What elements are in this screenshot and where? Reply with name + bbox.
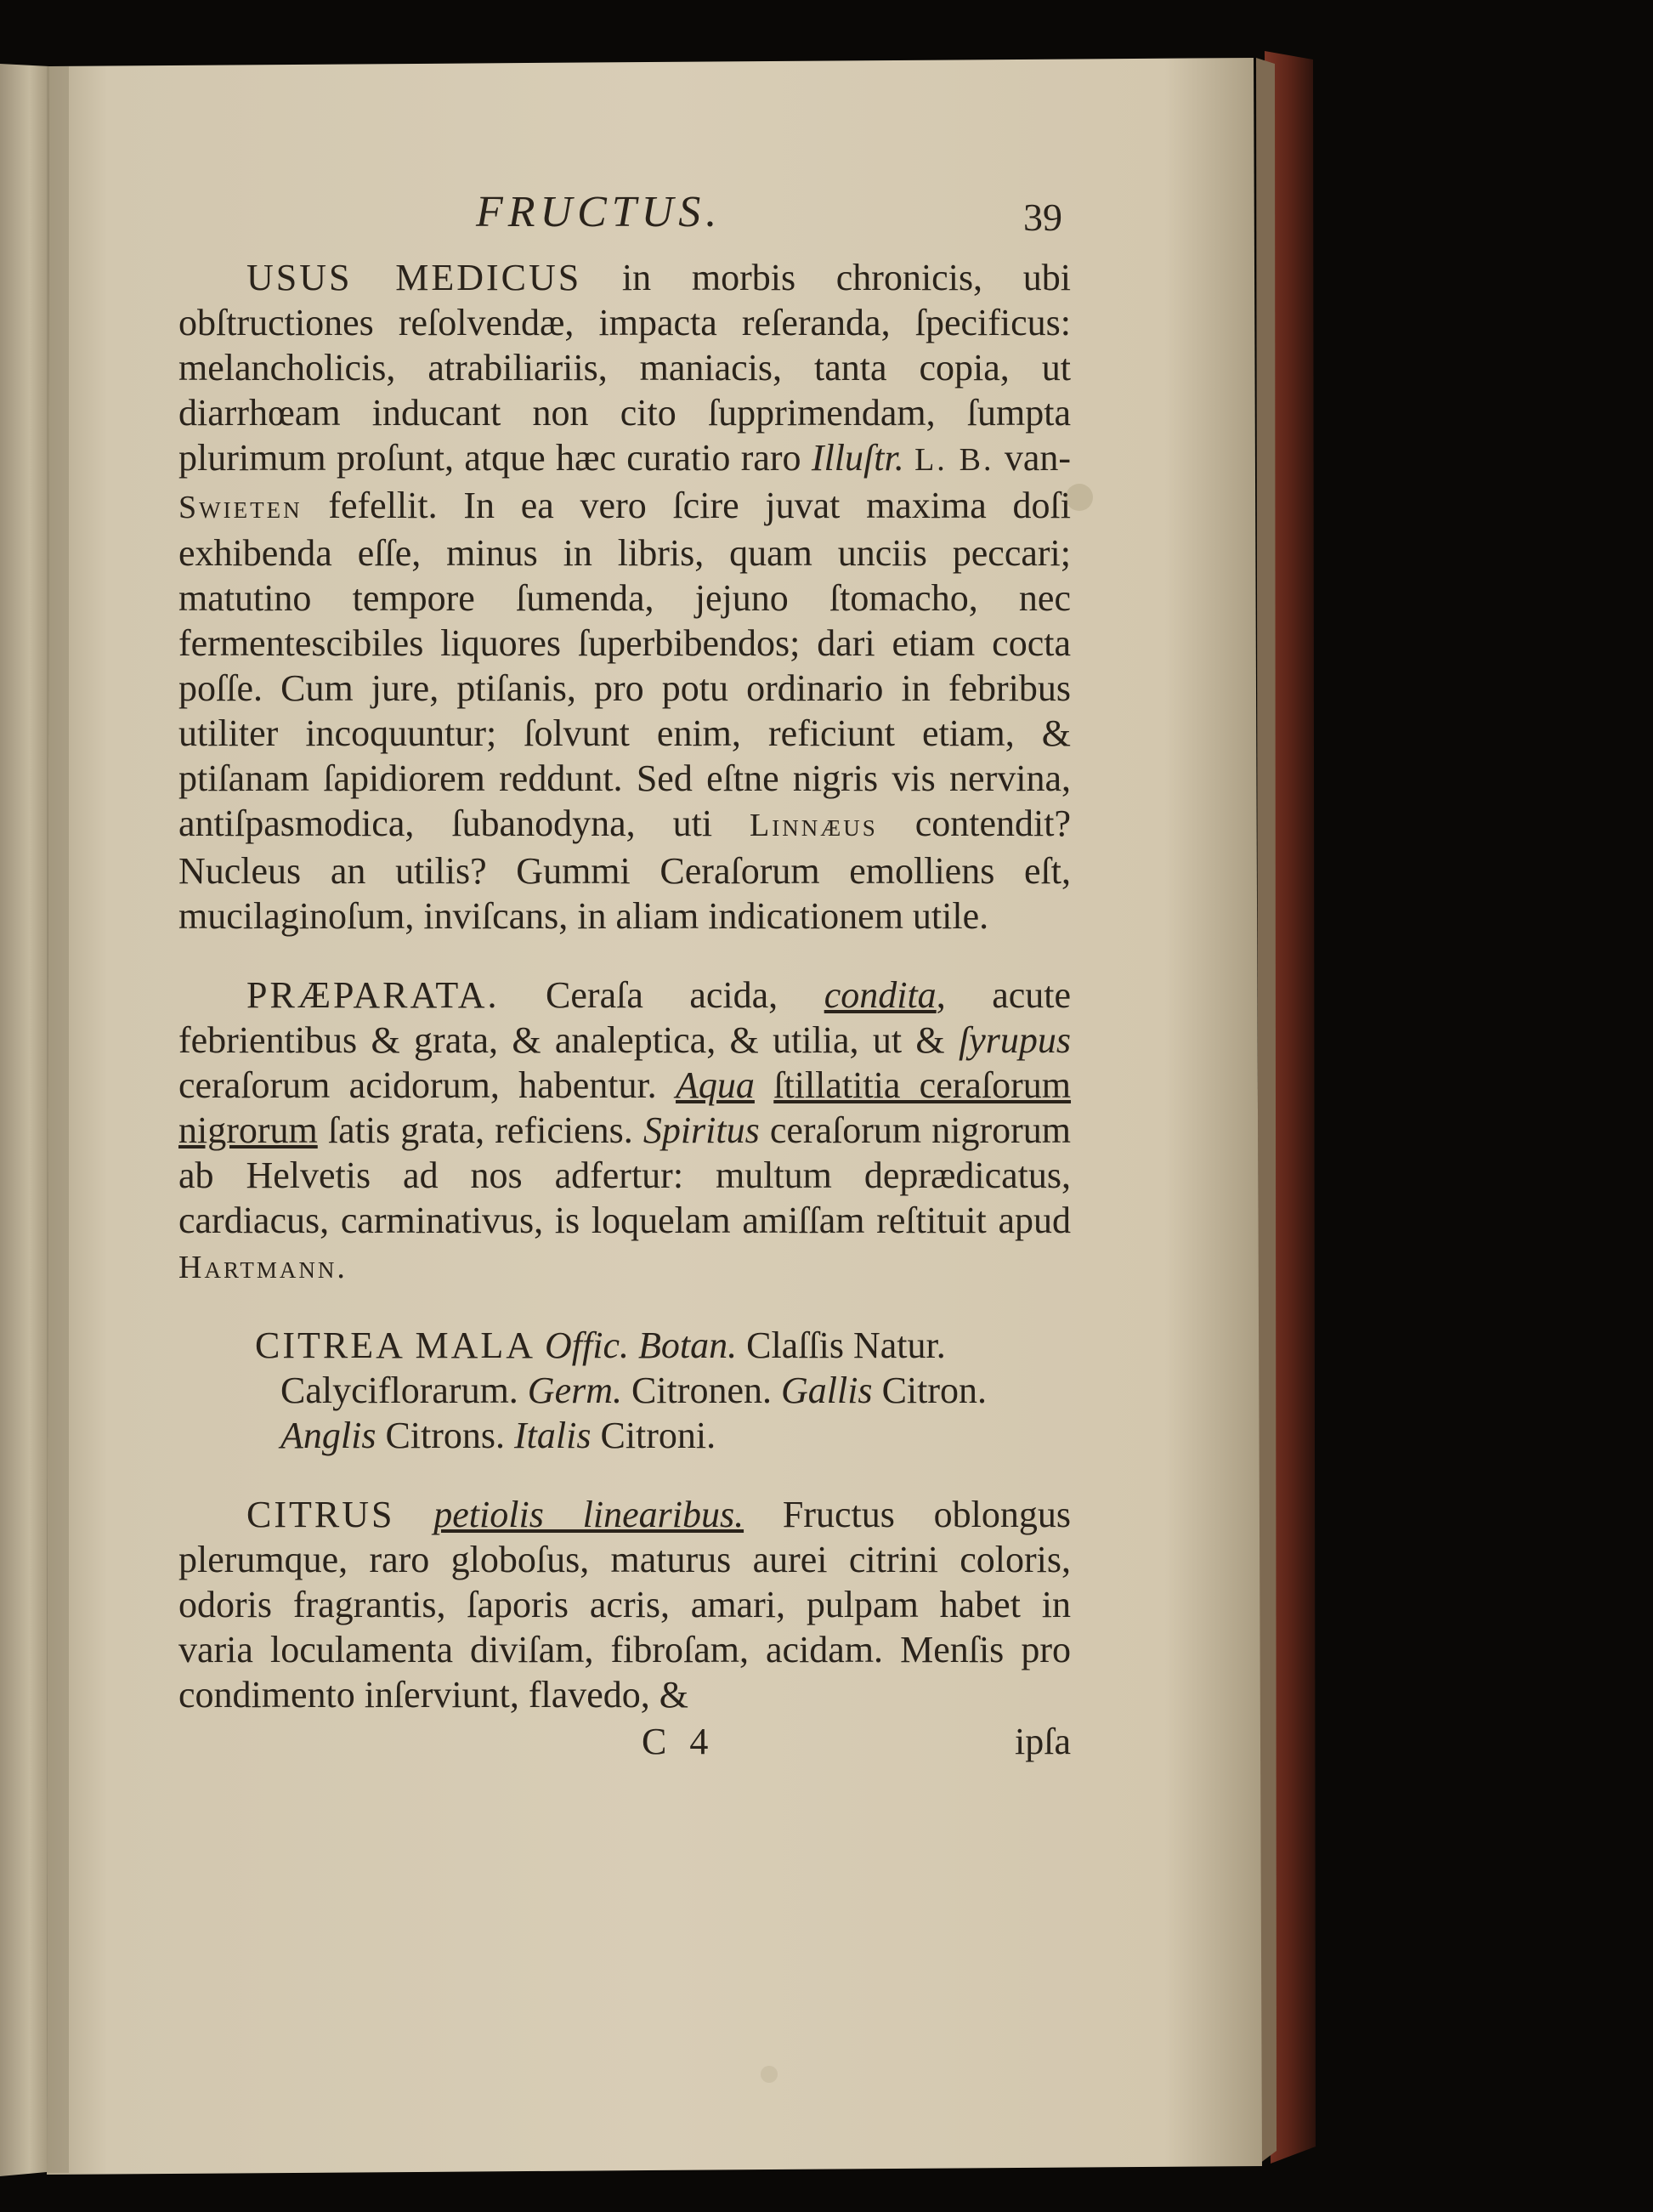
praeparata-text-1: Ceraſa acida, [546,974,778,1016]
page-number: 39 [1023,196,1062,239]
italis-label: Italis [514,1415,592,1456]
citrea-heading: CITREA MALA [255,1324,535,1366]
page-text [178,183,1071,1764]
praeparata-text-4: ſatis grata, reficiens. [327,1109,633,1151]
page-footer [178,1719,1071,1764]
left-page [0,64,49,2176]
citrus-epithet: petiolis linearibus. [433,1494,744,1535]
citrea-text-4: Citrons. [385,1415,506,1456]
aqua-term: Aqua [676,1064,755,1106]
citrus-heading: CITRUS [246,1494,395,1535]
anglis-label: Anglis [280,1415,376,1456]
citrea-text-3: Citron. [881,1370,988,1411]
condita-term: condita [824,974,937,1016]
illustr-abbrev: Illuſtr. [811,437,904,479]
usus-text-1: in morbis chronicis, ubi obſtructiones reſolvendæ, impacta reſeranda, ſpecificus: melancholicis, atrabiliariis, maniacis, tanta copia, ut diarrhœam inducant non cito ſupprimendam, ſumpta plurimum proſunt, atque hæc curatio raro [178,257,1071,479]
foxing-stain [761,2066,778,2083]
usus-medicus-paragraph [178,255,1071,939]
citrus-text: Fructus oblongus plerumque, raro globoſus, maturus aurei citrini coloris, odoris fragrantis, ſaporis acris, amari, pulpam habet in varia loculamenta diviſam, fibroſam, acidam. Menſis pro condimento inſerviunt, flavedo, & [178,1494,1072,1716]
running-title: FRUCTUS. [476,188,722,236]
praeparata-text-3: ceraſorum acidorum, habentur. [178,1064,657,1106]
germ-label: Germ. [527,1370,622,1411]
praeparata-paragraph [178,973,1071,1290]
running-head [178,183,1071,247]
citrea-text-1: Claſſis Natur. Calyciflorarum. [280,1324,946,1411]
spiritus-term: Spiritus [643,1109,760,1151]
usus-text-2: fefellit. In ea vero ſcire juvat maxima doſi exhibenda eſſe, minus in libris, quam unciis peccari; matutino tempore ſumenda, jejuno ſtomacho, nec fermentescibiles liquores ſuperbibendos; dari etiam cocta poſſe. Cum jure, ptiſanis, pro potu ordinario in febribus utiliter incoquuntur; ſolvunt enim, reficiunt etiam, & ptiſanam ſapidiorem reddunt. Sed eſtne nigris vis nervina, antiſpasmodica, ſubanodyna, uti [178,485,1071,844]
gutter-shadow [47,66,69,2173]
citrea-mala-entry [178,1323,1071,1458]
offic-botan: Offic. Botan. [545,1324,738,1366]
author-swieten: Swieten [178,490,303,525]
gallis-label: Gallis [780,1370,873,1411]
usus-heading: USUS MEDICUS [246,257,582,298]
stillatitia-phrase: ſtillatitia ceraſorum nigrorum [178,1064,1072,1151]
signature-mark: C 4 [642,1721,716,1762]
citrea-text-2: Citronen. [631,1370,772,1411]
syrupus-term: ſyrupus [959,1019,1072,1061]
author-linnaeus: Linnæus [750,808,878,843]
praeparata-text-2: , acute febrientibus & grata, & analeptica, & utilia, ut & [178,974,1072,1061]
author-hartmann: Hartmann. [178,1250,348,1285]
praeparata-text-5: ceraſorum nigrorum ab Helvetis ad nos adfertur: multum deprædicatus, cardiacus, carminativus, is loquelam amiſſam reſtituit apud [178,1109,1071,1241]
citrus-paragraph [178,1492,1071,1717]
usus-text-3: contendit? Nucleus an utilis? Gummi Ceraſorum emolliens eſt, mucilaginoſum, inviſcans, in aliam indicationem utile. [178,803,1072,937]
author-initials: L. B. [914,442,994,478]
citrea-text-5: Citroni. [600,1415,716,1456]
catchword: ipſa [1015,1721,1071,1762]
praeparata-heading: PRÆPARATA. [246,974,500,1016]
van-prefix: van- [1004,437,1072,479]
